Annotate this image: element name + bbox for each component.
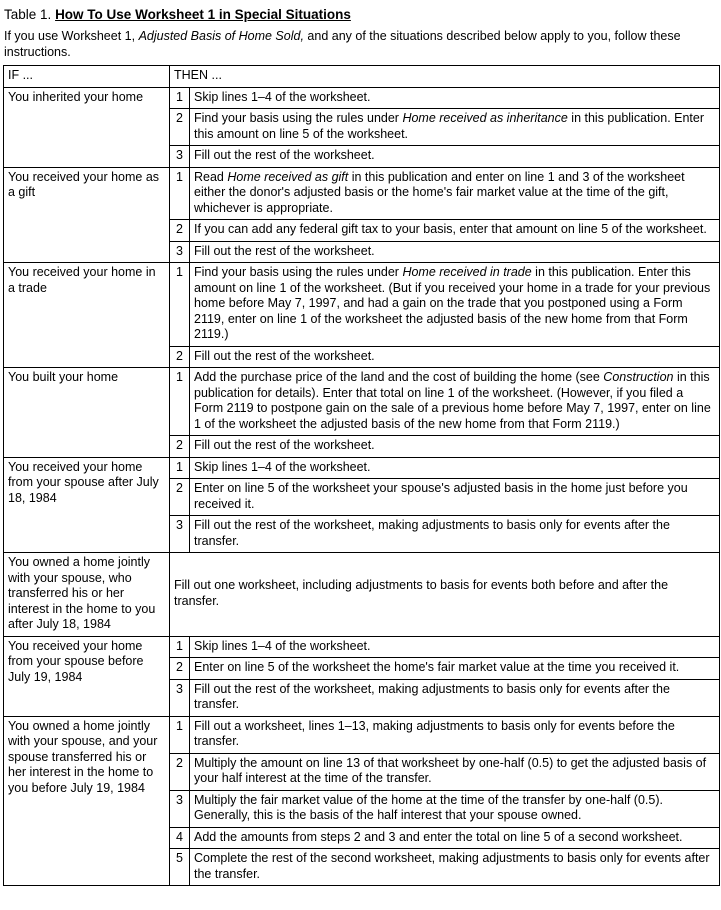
intro-paragraph bbox=[2, 27, 719, 65]
step-number: 4 bbox=[170, 827, 190, 849]
situation-cell: You received your home from your spouse after July 18, 1984 bbox=[4, 457, 170, 553]
table-row bbox=[4, 368, 720, 436]
table-row bbox=[4, 167, 720, 220]
situation-cell: You received your home in a trade bbox=[4, 263, 170, 368]
step-number: 1 bbox=[170, 167, 190, 220]
table-row bbox=[4, 87, 720, 109]
step-number: 1 bbox=[170, 87, 190, 109]
step-instruction: Fill out the rest of the worksheet. bbox=[190, 436, 720, 458]
step-instruction: Add the purchase price of the land and the cost of building the home (see Construction in this publication for details). Enter that total on line 1 of the worksheet. (However, if you filed a Form 2119 to postpone gain on the sale of a previous home before May 7, 1997, enter on line 1 of the worksheet the adjusted basis of the new home from that Form 2119.) bbox=[190, 368, 720, 436]
step-instruction: If you can add any federal gift tax to your basis, enter that amount on line 5 of the worksheet. bbox=[190, 220, 720, 242]
step-number: 2 bbox=[170, 479, 190, 516]
step-instruction: Add the amounts from steps 2 and 3 and enter the total on line 5 of a second worksheet. bbox=[190, 827, 720, 849]
table-caption-label: Table 1. bbox=[4, 7, 52, 22]
step-number: 3 bbox=[170, 790, 190, 827]
table-row bbox=[4, 263, 720, 347]
italic-term: Construction bbox=[603, 370, 674, 384]
step-instruction: Multiply the fair market value of the home at the time of the transfer by one-half (0.5). Generally, this is the basis of the half interest that your spouse owned. bbox=[190, 790, 720, 827]
step-instruction: Enter on line 5 of the worksheet the home's fair market value at the time you received it. bbox=[190, 658, 720, 680]
header-then: THEN ... bbox=[170, 66, 720, 88]
step-number: 2 bbox=[170, 753, 190, 790]
step-number: 3 bbox=[170, 516, 190, 553]
situation-cell: You inherited your home bbox=[4, 87, 170, 167]
step-number: 2 bbox=[170, 109, 190, 146]
situation-cell: You owned a home jointly with your spouse, and your spouse transferred his or her interest in the home to you before July 19, 1984 bbox=[4, 716, 170, 886]
table-row bbox=[4, 553, 720, 637]
step-number: 2 bbox=[170, 346, 190, 368]
step-instruction: Find your basis using the rules under Home received as inheritance in this publication. Enter this amount on line 5 of the worksheet. bbox=[190, 109, 720, 146]
step-instruction: Fill out the rest of the worksheet. bbox=[190, 346, 720, 368]
table-row bbox=[4, 636, 720, 658]
situation-cell: You received your home as a gift bbox=[4, 167, 170, 263]
step-number: 1 bbox=[170, 457, 190, 479]
step-number: 2 bbox=[170, 658, 190, 680]
step-instruction: Skip lines 1–4 of the worksheet. bbox=[190, 457, 720, 479]
table-row bbox=[4, 457, 720, 479]
step-number: 2 bbox=[170, 436, 190, 458]
italic-term: Home received in trade bbox=[402, 265, 532, 279]
step-instruction: Fill out the rest of the worksheet, making adjustments to basis only for events after the transfer. bbox=[190, 679, 720, 716]
step-instruction: Find your basis using the rules under Home received in trade in this publication. Enter this amount on line 1 of the worksheet. (But if you received your home in a trade for your previous home before May 7, 1997, and had a gain on the trade that you postponed using a Form 2119, enter on line 1 of the worksheet the adjusted basis of the new home from that Form 2119.) bbox=[190, 263, 720, 347]
step-instruction: Skip lines 1–4 of the worksheet. bbox=[190, 636, 720, 658]
step-number: 1 bbox=[170, 263, 190, 347]
situation-cell: You owned a home jointly with your spouse, who transferred his or her interest in the home to you after July 18, 1984 bbox=[4, 553, 170, 637]
situation-cell: You built your home bbox=[4, 368, 170, 458]
header-if: IF ... bbox=[4, 66, 170, 88]
italic-term: Home received as gift bbox=[227, 169, 349, 184]
step-number: 1 bbox=[170, 716, 190, 753]
intro-part-2: and any of the situations described below apply to you, follow these instructions. bbox=[4, 29, 681, 59]
table-row bbox=[4, 716, 720, 753]
step-instruction: Fill out one worksheet, including adjustments to basis for events both before and after the transfer. bbox=[170, 553, 720, 637]
italic-term: Home received as inheritance bbox=[402, 111, 568, 125]
step-number: 5 bbox=[170, 849, 190, 886]
intro-italic-title: Adjusted Basis of Home Sold, bbox=[138, 29, 304, 43]
step-instruction: Complete the rest of the second worksheet, making adjustments to basis only for events after the transfer. bbox=[190, 849, 720, 886]
step-instruction: Skip lines 1–4 of the worksheet. bbox=[190, 87, 720, 109]
step-number: 1 bbox=[170, 368, 190, 436]
special-situations-table bbox=[3, 65, 720, 886]
table-caption-title: How To Use Worksheet 1 in Special Situations bbox=[55, 7, 351, 22]
intro-part-1: If you use Worksheet 1, bbox=[4, 29, 139, 43]
step-instruction: Fill out the rest of the worksheet, making adjustments to basis only for events after the transfer. bbox=[190, 516, 720, 553]
step-instruction: Enter on line 5 of the worksheet your spouse's adjusted basis in the home just before you received it. bbox=[190, 479, 720, 516]
step-instruction: Read Home received as gift in this publication and enter on line 1 and 3 of the worksheet either the donor's adjusted basis or the home's fair market value at the time of the gift, whichever is appropriate. bbox=[190, 167, 720, 220]
step-instruction: Fill out a worksheet, lines 1–13, making adjustments to basis only for events before the transfer. bbox=[190, 716, 720, 753]
step-number: 3 bbox=[170, 146, 190, 168]
step-number: 3 bbox=[170, 241, 190, 263]
situation-cell: You received your home from your spouse before July 19, 1984 bbox=[4, 636, 170, 716]
table-caption bbox=[2, 4, 719, 27]
table-header-row bbox=[4, 66, 720, 88]
step-instruction: Fill out the rest of the worksheet. bbox=[190, 146, 720, 168]
step-instruction: Fill out the rest of the worksheet. bbox=[190, 241, 720, 263]
step-number: 1 bbox=[170, 636, 190, 658]
step-number: 3 bbox=[170, 679, 190, 716]
step-instruction: Multiply the amount on line 13 of that worksheet by one-half (0.5) to get the adjusted basis of your half interest at the time of the transfer. bbox=[190, 753, 720, 790]
step-number: 2 bbox=[170, 220, 190, 242]
